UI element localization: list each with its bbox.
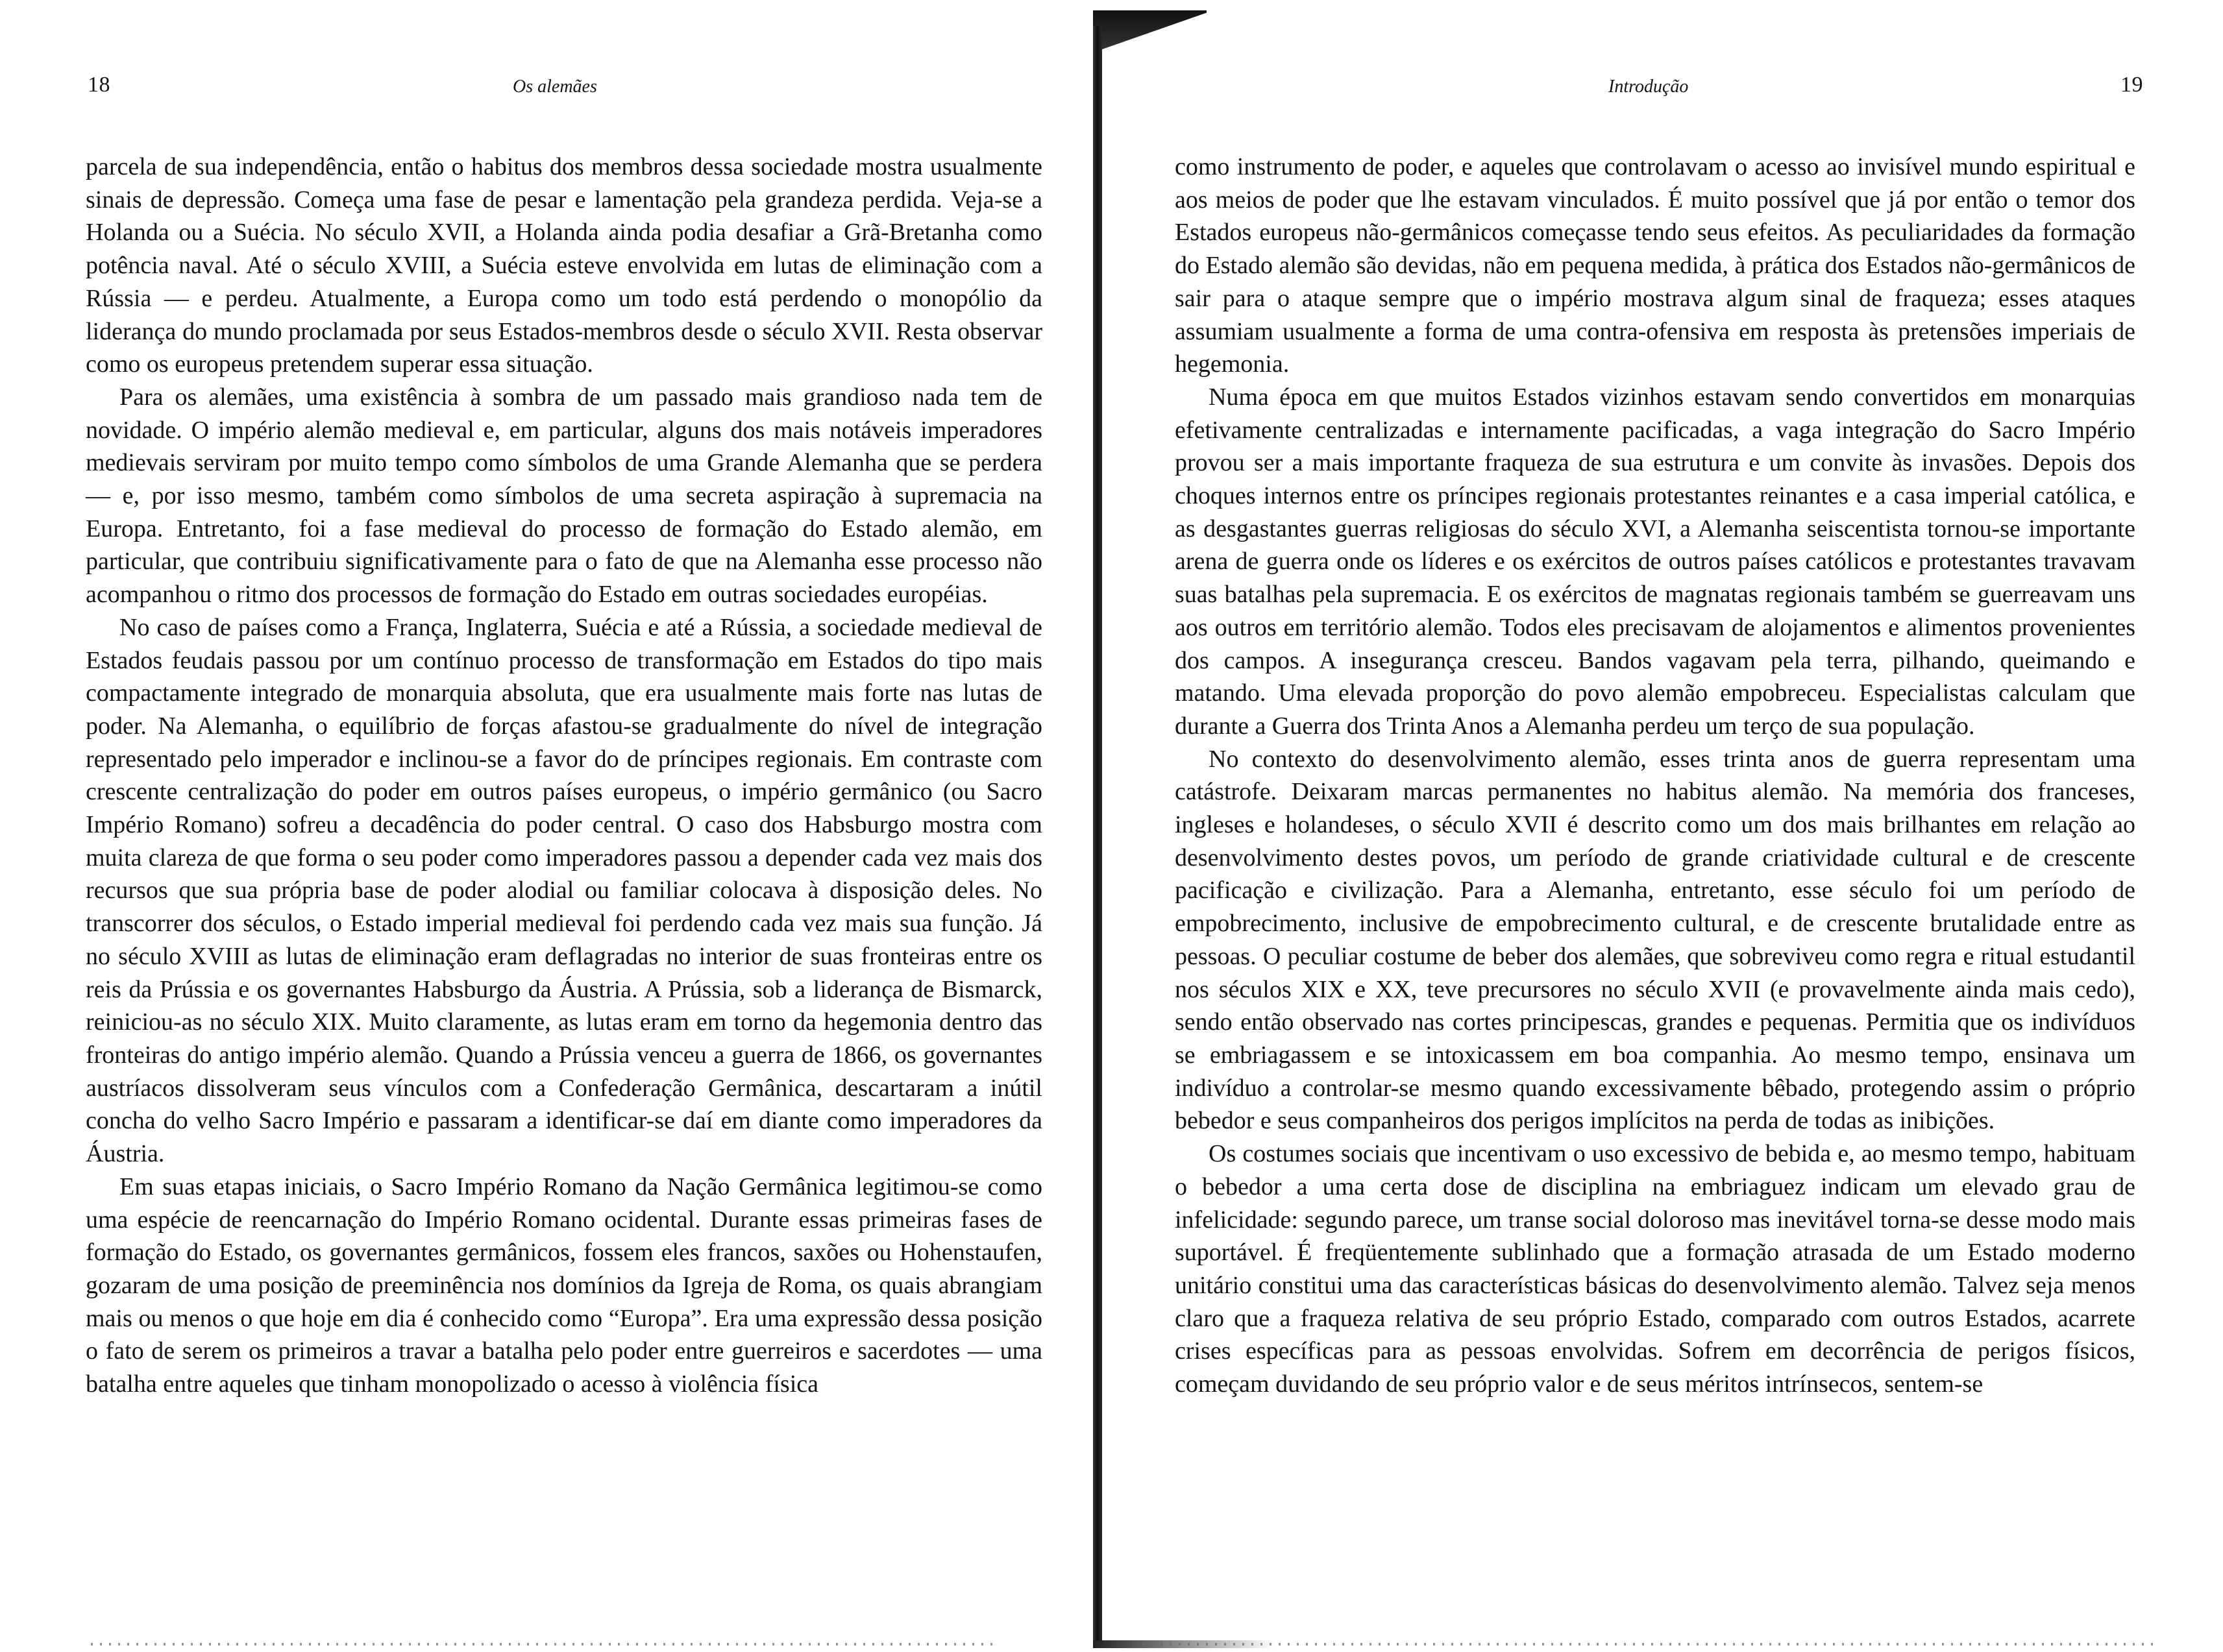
right-paragraph-4: Os costumes sociais que incentivam o uso excessivo de bebida e, ao mesmo tempo, habituam o bebedor a uma certa dose de disciplina na embriaguez indicam um elevado grau de infelicidade: segundo parece, um transe social doloroso mas inevitável torna-se desse modo mais suportável. É freqüentemente sublinhado que a formação atrasada de um Estado moderno unitário constitui uma das características básicas do desenvolvimento alemão. Talvez seja menos claro que a fraqueza relativa de seu próprio Estado, comparado com outros Estados, acarrete crises específicas para as pessoas envolvidas. Sofrem em decorrência de perigos físicos, começam duvidando de seu próprio valor e de seus méritos intrínsecos, sentem-se [1175, 1140, 2135, 1398]
right-paragraph-1: como instrumento de poder, e aqueles que controlavam o acesso ao invisível mundo espiritual e aos meios de poder que lhe estavam vinculados. É muito possível que já por então o temor dos Estados europeus não-germânicos começasse tendo seus efeitos. As peculiaridades da formação do Estado alemão são devidas, não em pequena medida, à prática dos Estados não-germânicos de sair para o ataque sempre que o império mostrava algum sinal de fraqueza; esses ataques assumiam usualmente a forma de uma contra-ofensiva em resposta às pretensões imperiais de hegemonia. [1175, 153, 2135, 378]
left-paragraph-3: No caso de países como a França, Inglaterra, Suécia e até a Rússia, a sociedade medieval de Estados feudais passou por um contínuo processo de transformação em Estados do tipo mais compactamente integrado de monarquia absoluta, que era usualmente mais forte nas lutas de poder. Na Alemanha, o equilíbrio de forças afastou-se gradualmente do nível de integração representado pelo imperador e inclinou-se a favor do de príncipes regionais. Em contraste com crescente centralização do poder em outros países europeus, o império germânico (ou Sacro Império Romano) sofreu a decadência do poder central. O caso dos Habsburgo mostra com muita clareza de que forma o seu poder como imperadores passou a depender cada vez mais dos recursos que sua própria base de poder alodial ou familiar colocava à disposição deles. No transcorrer dos séculos, o Estado imperial medieval foi perdendo cada vez mais sua função. Já no século XVIII as lutas de eliminação eram deflagradas no interior de suas fronteiras entre os reis da Prússia e os governantes Habsburgo da Áustria. A Prússia, sob a liderança de Bismarck, reiniciou-as no século XIX. Muito claramente, as lutas eram em torno da hegemonia dentro das fronteiras do antigo império alemão. Quando a Prússia venceu a guerra de 1866, os governantes austríacos dissolveram seus vínculos com a Confederação Germânica, descartaram a inútil concha do velho Sacro Império e passaram a identificar-se daí em diante como imperadores da Áustria. [86, 613, 1042, 1168]
right-body-text [1175, 151, 2135, 1401]
left-running-head: Os alemães [513, 77, 597, 97]
right-page-number: 19 [2120, 73, 2143, 97]
left-paragraph-2: Para os alemães, uma existência à sombra de um passado mais grandioso nada tem de novidade. O império alemão medieval e, em particular, alguns dos mais notáveis imperadores medievais serviram por muito tempo como símbolos de uma Grande Alemanha que se perdera — e, por isso mesmo, também como símbolos de uma secreta aspiração à supremacia na Europa. Entretanto, foi a fase medieval do processo de formação do Estado alemão, em particular, que contribuiu significativamente para o fato de que na Alemanha esse processo não acompanhou o ritmo dos processos de formação do Estado em outras sociedades européias. [86, 383, 1042, 609]
left-page [0, 0, 1103, 1652]
right-paragraph-2: Numa época em que muitos Estados vizinhos estavam sendo convertidos em monarquias efetivamente centralizadas e internamente pacificadas, a vaga integração do Sacro Império provou ser a mais importante fraqueza de sua estrutura e um convite às invasões. Depois dos choques internos entre os príncipes regionais protestantes reinantes e a casa imperial católica, e as desgastantes guerras religiosas do século XVI, a Alemanha seiscentista tornou-se importante arena de guerra onde os líderes e os exércitos de outros países católicos e protestantes travavam suas batalhas pela supremacia. E os exércitos de magnatas regionais também se guerreavam uns aos outros em território alemão. Todos eles precisavam de alojamentos e alimentos provenientes dos campos. A insegurança cresceu. Bandos vagavam pela terra, pilhando, queimando e matando. Uma elevada proporção do povo alemão empobreceu. Especialistas calculam que durante a Guerra dos Trinta Anos a Alemanha perdeu um terço de sua população. [1175, 383, 2135, 740]
gutter-shadow-bar [1093, 26, 1102, 1642]
right-paragraph-3: No contexto do desenvolvimento alemão, esses trinta anos de guerra representam uma catástrofe. Deixaram marcas permanentes no habitus alemão. Na memória dos franceses, ingleses e holandeses, o século XVII é descrito como um dos mais brilhantes em relação ao desenvolvimento destes povos, um período de grande criatividade cultural e de crescente pacificação e civilização. Para a Alemanha, entretanto, esse século foi um período de empobrecimento, inclusive de empobrecimento cultural, e de crescente brutalidade entre as pessoas. O peculiar costume de beber dos alemães, que sobreviveu como regra e ritual estudantil nos séculos XIX e XX, teve precursores no século XVII (e provavelmente ainda mais cedo), sendo então observado nas cortes principescas, grandes e pequenas. Permitia que os indivíduos se embriagassem e se intoxicassem em boa companhia. Ao mesmo tempo, ensinava um indivíduo a controlar-se mesmo quando excessivamente bêbado, protegendo assim o próprio bebedor e seus companheiros dos perigos implícitos na perda de todas as inibições. [1175, 745, 2135, 1135]
left-paragraph-4: Em suas etapas iniciais, o Sacro Império Romano da Nação Germânica legitimou-se como uma espécie de reencarnação do Império Romano ocidental. Durante essas primeiras fases de formação do Estado, os governantes germânicos, fossem eles francos, saxões ou Hohenstaufen, gozaram de uma posição de preeminência nos domínios da Igreja de Roma, os quais abrangiam mais ou menos o que hoje em dia é conhecido como “Europa”. Era uma expressão dessa posição o fato de serem os primeiros a travar a batalha pelo poder entre guerreiros e sacerdotes — uma batalha entre aqueles que tinham monopolizado o acesso à violência física [86, 1172, 1042, 1398]
left-body-text [86, 151, 1042, 1401]
right-page [1103, 0, 2223, 1652]
left-bottom-scan-noise [91, 1643, 1000, 1646]
right-running-head: Introdução [1608, 77, 1689, 97]
left-page-number: 18 [88, 73, 110, 97]
left-paragraph-1: parcela de sua independência, então o habitus dos membros dessa sociedade mostra usualmente sinais de depressão. Começa uma fase de pesar e lamentação pela grandeza perdida. Veja-se a Holanda ou a Suécia. No século XVII, a Holanda ainda podia desafiar a Grã-Bretanha como potência naval. Até o século XVIII, a Suécia esteve envolvida em lutas de eliminação com a Rússia — e perdeu. Atualmente, a Europa como um todo está perdendo o monopólio da liderança do mundo proclamada por seus Estados-membros desde o século XVII. Resta observar como os europeus pretendem superar essa situação. [86, 153, 1042, 378]
